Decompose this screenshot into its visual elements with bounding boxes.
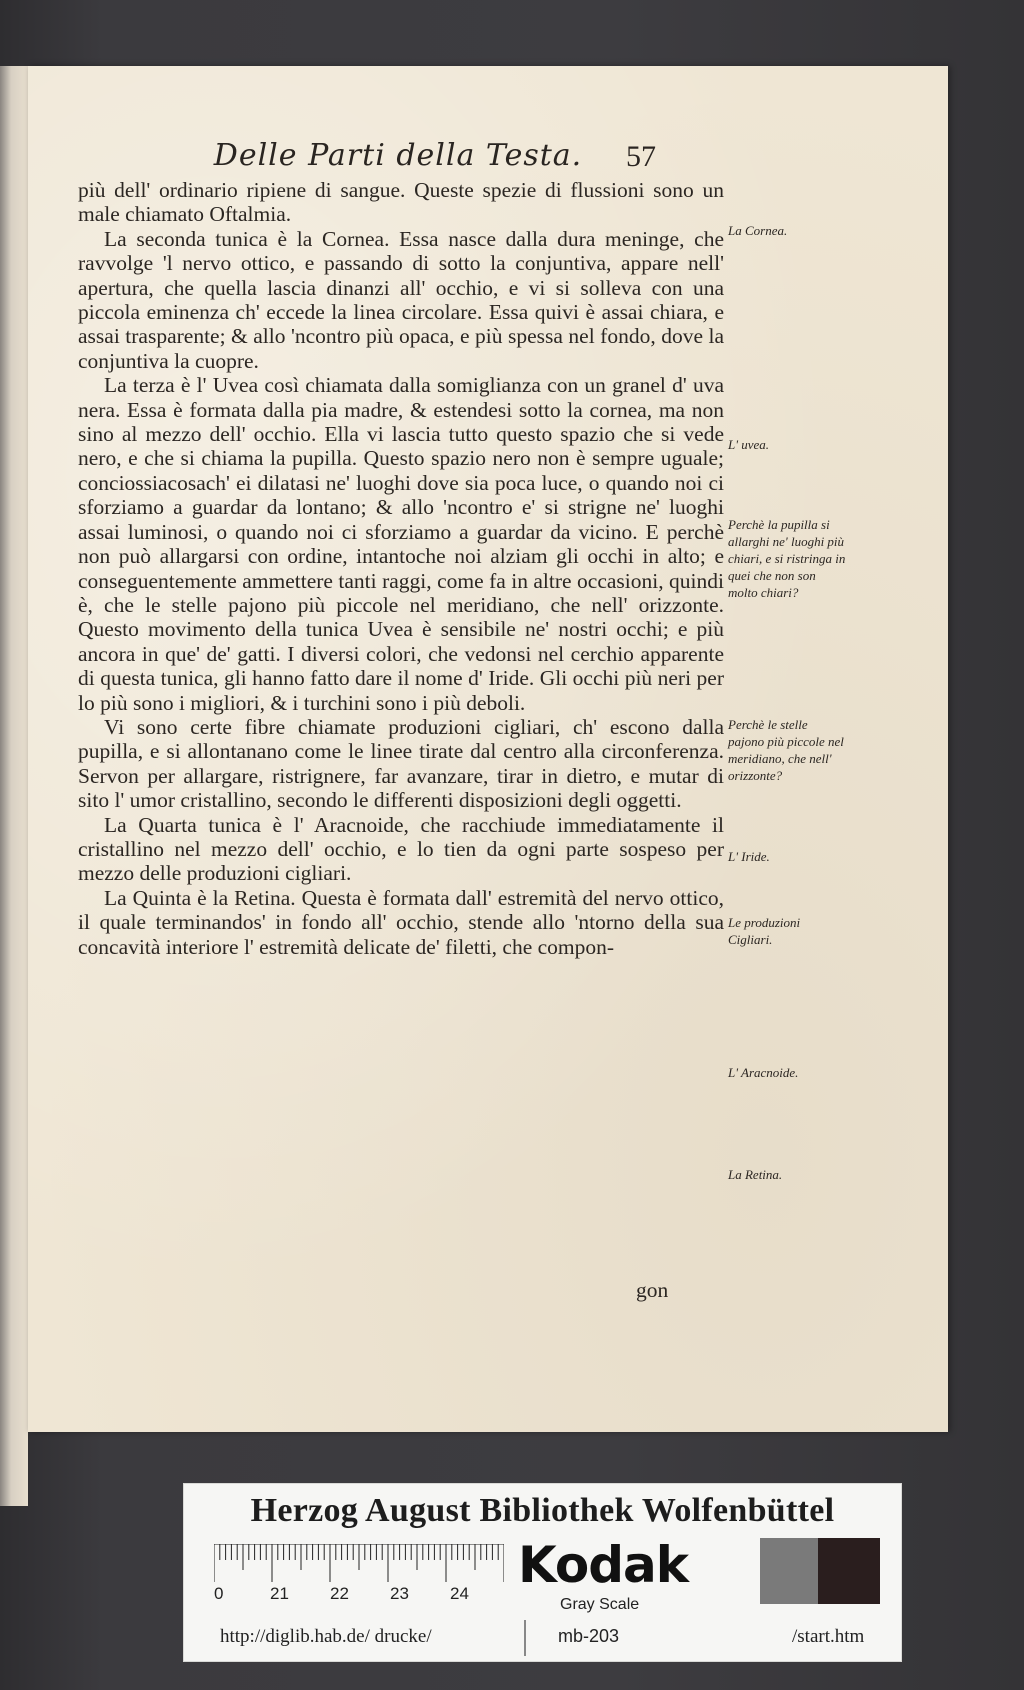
paragraph: La terza è l' Uvea così chiamata dalla somiglianza con un granel d' uva nera. Essa è formata dalla pia madre, & estendesi sotto la cornea, ma non sino al mezzo dell' occhio. Ella vi lascia tutto questo spazio che si vede nero, e che si chiama la pupilla. Questo spazio nero non è sempre uguale; conciossiacosach' ei dilatasi ne' luoghi dove sia poca luce, o quando noi ci sforziamo a guardar da lontano; & allo 'ncontro e' si strigne ne' luoghi assai luminosi, o quando noi ci sforziamo a guardar da vicino. E perchè non può allargarsi con ordine, intantoche noi alziam gli occhi in alto; e conseguentemente ammettere tanti raggi, come fa in altre occasioni, quindi è, che le stelle pajono più piccole nel meridiano, che nell' orizzonte. Questo movimento della tunica Uvea è sensibile ne' nostri occhi; e più ancora in que' de' gatti. I diversi colori, che vedonsi nel cerchio apparente di questa tunica, gli hanno fatto dare il nome d' Iride. Gli occhi più neri per lo più sono i migliori, & i turchini sono i più deboli. bbox=[78, 373, 724, 715]
gray-scale-label: Gray Scale bbox=[560, 1596, 640, 1613]
body-text bbox=[78, 178, 724, 959]
margin-note: L' uvea. bbox=[728, 437, 770, 452]
paragraph: La Quarta tunica è l' Aracnoide, che racchiude immediatamente il cristallino nel mezzo dell' occhio, e lo tien da ogni parte sospeso per mezzo delle produzioni cigliari. bbox=[78, 812, 724, 886]
margin-note: L' Iride. bbox=[728, 849, 770, 864]
margin-note: Perchè la pupilla si allarghi ne' luoghi più chiari, e si ristringa in quei che non son molto chiari? bbox=[728, 517, 846, 600]
ruler-label: 24 bbox=[450, 1584, 469, 1603]
book-page bbox=[28, 66, 948, 1432]
margin-note: La Retina. bbox=[728, 1167, 783, 1182]
ruler-scale bbox=[214, 1544, 504, 1584]
shelfmark: mb-203 bbox=[558, 1626, 620, 1646]
library-name: Herzog August Bibliothek Wolfenbüttel bbox=[250, 1492, 835, 1529]
ruler-label: 22 bbox=[330, 1584, 349, 1603]
url-suffix: /start.htm bbox=[792, 1626, 865, 1647]
page-number: 57 bbox=[626, 140, 656, 173]
paragraph: più dell' ordinario ripiene di sangue. Queste spezie di flussioni sono un male chiamato Oftalmia. bbox=[78, 178, 724, 227]
ruler-label: 0 bbox=[214, 1584, 224, 1603]
margin-note: Le produzioni Cigliari. bbox=[728, 915, 801, 947]
margin-note: L' Aracnoide. bbox=[728, 1065, 799, 1080]
kodak-logo: Kodak bbox=[518, 1536, 688, 1594]
margin-note: Perchè le stelle pajono più piccole nel meridiano, che nell' orizzonte? bbox=[728, 717, 844, 783]
margin-note: La Cornea. bbox=[728, 223, 788, 238]
adjacent-page-edge bbox=[0, 66, 28, 1506]
ruler-label: 21 bbox=[270, 1584, 289, 1603]
dark-swatch bbox=[818, 1538, 880, 1604]
gray-swatch bbox=[760, 1538, 818, 1604]
color-target-card bbox=[184, 1484, 901, 1661]
catchword: gon bbox=[636, 1278, 669, 1302]
divider bbox=[524, 1620, 526, 1656]
paragraph: La seconda tunica è la Cornea. Essa nasce dalla dura meninge, che ravvolge 'l nervo ottico, e passando di sotto la conjuntiva, appare nell' apertura, che quella lascia dinanzi all' occhio, e vi si solleva con una piccola eminenza ch' eccede la linea circolare. Essa quivi è assai chiara, e assai trasparente; & allo 'ncontro più opaca, e più spessa nel fondo, dove la conjuntiva la cuopre. bbox=[78, 226, 724, 373]
running-head: Delle Parti della Testa. bbox=[213, 138, 583, 173]
paragraph: Vi sono certe fibre chiamate produzioni cigliari, ch' escono dalla pupilla, e si allontanano come le linee tirate dal centro alla circonferenza. Servon per allargare, ristrignere, far avanzare, tirar in dietro, e mutar di sito l' umor cristallino, secondo le differenti disposizioni degli oggetti. bbox=[78, 714, 724, 813]
digital-library-url: http://diglib.hab.de/ drucke/ bbox=[220, 1626, 432, 1647]
paragraph: La Quinta è la Retina. Questa è formata dall' estremità del nervo ottico, il quale terminandos' in fondo all' occhio, stende allo 'ntorno della sua concavità interiore l' estremità delicate de' filetti, che compon- bbox=[78, 885, 724, 959]
ruler-label: 23 bbox=[390, 1584, 409, 1603]
